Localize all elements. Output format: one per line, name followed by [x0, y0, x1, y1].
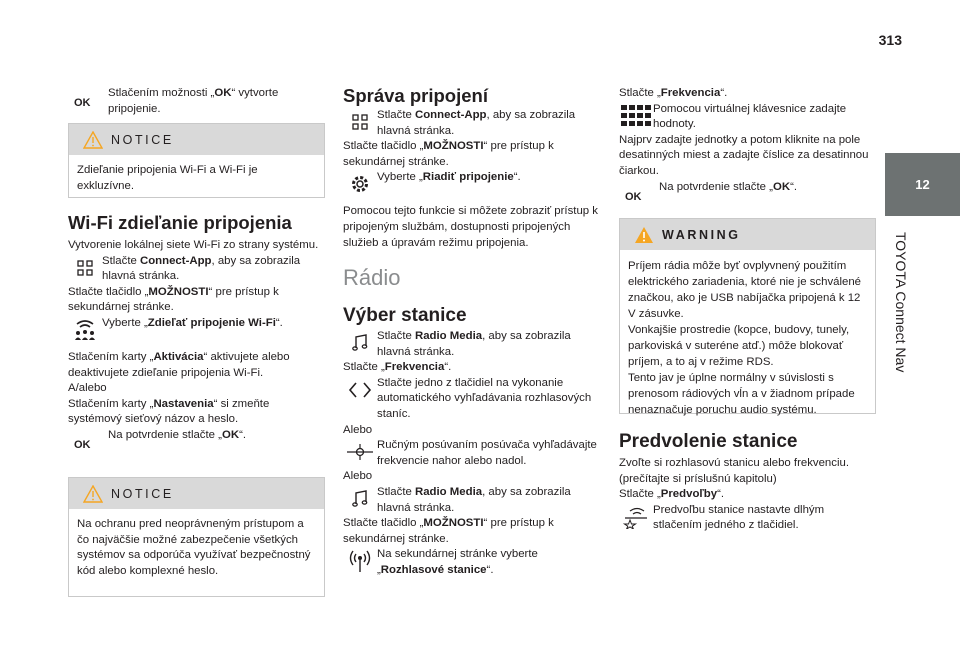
section-heading-radio: Rádio — [343, 265, 401, 290]
gear-icon — [343, 170, 377, 198]
notice-title: NOTICE — [111, 486, 174, 501]
radio-station-icon — [343, 547, 377, 575]
step-settings: Stlačením karty „Nastavenia“ si zmeňte systémový sieťový názov a heslo. — [68, 397, 270, 426]
music-note-icon — [343, 329, 377, 357]
alebo-text: A/alebo — [68, 382, 107, 395]
warning-triangle-icon — [83, 131, 103, 149]
connect-app-grid-icon — [343, 108, 377, 136]
step-confirm-ok: OK Na potvrdenie stlačte „OK“. — [68, 428, 325, 456]
step-options: Stlačte tlačidlo „MOŽNOSTI“ pre prístup k sekundárnej stránke. — [343, 517, 554, 545]
page-number: 313 — [878, 32, 902, 48]
connect-app-grid-icon — [68, 254, 102, 282]
section-heading-preset: Predvolenie stanice — [619, 431, 798, 452]
step-frequency: Stlačte „Frekvencia“. — [619, 87, 728, 99]
keypad-icon — [619, 102, 653, 130]
wifi-share-icon — [68, 316, 102, 344]
step-confirm-ok: OK Na potvrdenie stlačte „OK“. — [619, 180, 876, 208]
step-radio-media: Stlačte Radio Media, aby sa zobrazila hlavná stránka. — [343, 329, 601, 360]
step-presets: Stlačte „Predvoľby“. — [619, 488, 725, 501]
frequency-slider-icon — [343, 438, 377, 466]
warning-filled-icon — [634, 226, 654, 244]
warning-triangle-icon — [83, 485, 103, 503]
step-options: Stlačte tlačidlo „MOŽNOSTI“ pre prístup k sekundárnej stránke. — [343, 140, 554, 168]
step-long-press: Predvoľbu stanice nastavte dlhým stlačením jedného z tlačidiel. — [619, 503, 876, 534]
step-radio-media-2: Stlačte Radio Media, aby sa zobrazila hlavná stránka. — [343, 485, 601, 516]
intro-text: Vytvorenie lokálnej siete Wi-Fi zo strany systému. — [68, 239, 319, 251]
connections-steps — [343, 108, 601, 251]
preset-text-2: (prečítajte si príslušnú kapitolu) — [619, 472, 777, 485]
ok-icon: OK — [74, 97, 91, 110]
step-manage-connection: Vyberte „Riadiť pripojenie“. — [343, 170, 601, 198]
step-frequency: Stlačte „Frekvencia“. — [343, 361, 452, 374]
step-connect-app: Stlačte Connect-App, aby sa zobrazila hlavná stránka. — [68, 254, 325, 285]
warning-title: WARNING — [662, 227, 741, 242]
notice-text: Na ochranu pred neoprávneným prístupom a čo najväčšie možné zabezpečenie všetkých systémov sa odporúča využívať bezpečnostný kód alebo komplexné heslo. — [77, 518, 311, 577]
step-wifi-share: Vyberte „Zdieľať pripojenie Wi-Fi“. — [68, 316, 325, 344]
notice-box-2 — [68, 477, 325, 597]
notice-box-1 — [68, 123, 325, 198]
step-auto-search: Stlačte jedno z tlačidiel na vykonanie automatického vyhľadávania rozhlasových staníc. — [343, 376, 601, 423]
warning-text: Príjem rádia môže byť ovplyvnený použitím elektrického zariadenia, ktoré nie je schválené značkou, ako je USB nabíjačka pripojená k 12 V zásuvke. Vonkajšie prostredie (kopce, budovy, tunely, parkoviská v suteréne atď.) môže blokovať príjem, a to aj v režime RDS. Tento jav je úplne normálny v súvislosti s prenosom rádiových vĺn a v žiadnom prípade nenaznačuje poruchu audio systému. — [628, 260, 862, 416]
preset-text-1: Zvoľte si rozhlasovú stanicu alebo frekvenciu. — [619, 457, 849, 469]
preset-star-icon — [619, 503, 653, 531]
chapter-side-label: TOYOTA Connect Nav — [893, 232, 909, 373]
music-note-icon — [343, 485, 377, 513]
notice-text: Zdieľanie pripojenia Wi-Fi a Wi-Fi je exkluzívne. — [77, 164, 258, 192]
ok-create-step: OK Stlačením možnosti „OK“ vytvorte pripojenie. — [68, 86, 325, 117]
section-heading-connections: Správa pripojení — [343, 85, 488, 106]
ok-icon: OK — [74, 439, 91, 452]
step-activation: Stlačením karty „Aktivácia“ aktivujete alebo deaktivujete zdieľanie pripojenia Wi-Fi. — [68, 350, 290, 379]
notice-title: NOTICE — [111, 132, 174, 147]
subheading-station-select: Výber stanice — [343, 305, 467, 326]
wifi-sharing-steps — [68, 238, 325, 456]
connections-paragraph: Pomocou tejto funkcie si môžete zobraziť prístup k pripojeným službám, dostupnosti pripojených služieb a úpravám režimu pripojenia. — [343, 205, 598, 249]
warning-box — [619, 218, 876, 414]
chevrons-left-right-icon — [343, 376, 377, 404]
decimal-instruction: Najprv zadajte jednotky a potom kliknite na pole desatinných miest a zadajte číslice za desatinnou čiarkou. — [619, 133, 869, 177]
station-select-steps — [343, 329, 601, 579]
alebo-text: Alebo — [343, 470, 373, 483]
ok-icon: OK — [625, 190, 642, 203]
step-radio-stations: Na sekundárnej stránke vyberte „Rozhlasové stanice“. — [343, 547, 601, 578]
alebo-text: Alebo — [343, 423, 373, 436]
step-connect-app: Stlačte Connect-App, aby sa zobrazila hlavná stránka. — [343, 108, 601, 139]
frequency-entry-steps — [619, 86, 876, 208]
step-slider-search: Ručným posúvaním posúvača vyhľadávajte frekvencie nahor alebo nadol. — [343, 438, 601, 469]
section-heading-wifi-sharing: Wi-Fi zdieľanie pripojenia — [68, 212, 292, 233]
step-virtual-keyboard: Pomocou virtuálnej klávesnice zadajte hodnoty. — [619, 102, 876, 133]
step-options: Stlačte tlačidlo „MOŽNOSTI“ pre prístup k sekundárnej stránke. — [68, 285, 279, 314]
chapter-tab[interactable]: 12 — [885, 153, 960, 216]
preset-steps — [619, 456, 876, 534]
